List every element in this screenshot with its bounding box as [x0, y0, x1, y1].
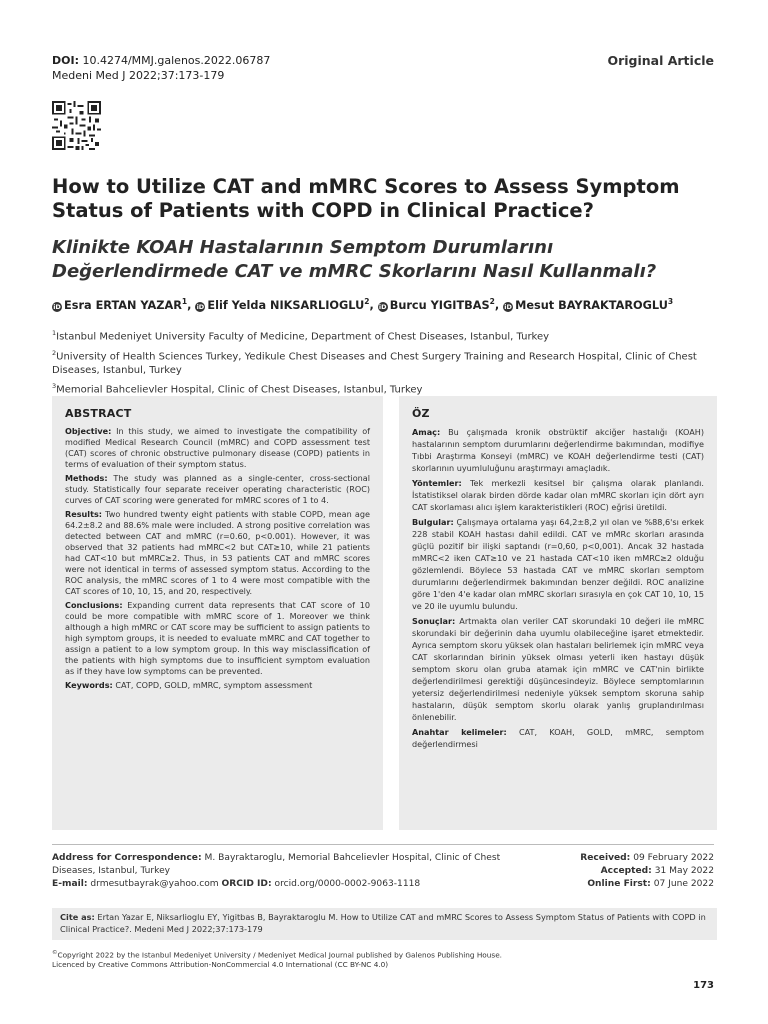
abstract-objective: Objective: In this study, we aimed to investigate the compatibility of modified Medical Research Council (mMRC) and COPD assessment test (CAT) scores of chronic obstructive pulmonary disease (COPD) patients in terms of evaluation of their symptom status.	[65, 426, 370, 469]
received-date: Received: 09 February 2022	[580, 853, 714, 863]
article-type: Original Article	[607, 53, 714, 68]
article-subtitle-turkish: Klinikte KOAH Hastalarının Semptom Durumlarını Değerlendirmede CAT ve mMRC Skorlarını Nasıl Kullanmalı?	[52, 237, 657, 282]
orcid-icon[interactable]: iD	[53, 302, 61, 311]
author-3: iD Burcu YIGITBAS$^2$,	[378, 297, 504, 312]
orcid-icon[interactable]: iD	[504, 302, 512, 311]
affiliation-2: $^2$University of Health Sciences Turkey, Yedikule Chest Diseases and Chest Surgery Training and Research Hospital, Clinic of Chest Diseases, Istanbul, Turkey	[52, 348, 697, 376]
correspondence	[52, 852, 502, 891]
oz-sonuclar: Sonuçlar: Artmakta olan veriler CAT skorundaki 10 değeri ile mMRC skorundaki bir değerinin daha uyumlu olabileceğine işaret etmektedir. Ayrıca semptom skoru yüksek olan hastaları belirlemek için mMRC veya CAT skorlarından birinin yüksek olması yeterli iken hastayı düşük semptom skoru olan gruba atamak için mMRC ve CAT'nin birlikte değerlendirilmesi gerektiği düşüncesindeyiz. Böylece semptomlarının yetersiz değerlendirilmesi nedeniyle yüksek semptom skoruna sahip hastaların, düşük semptom skorlu olarak yanlış gruplandırılması önlenebilir.	[412, 616, 704, 722]
accepted-date: Accepted: 31 May 2022	[600, 866, 714, 876]
correspondence-contact: E-mail: drmesutbayrak@yahoo.com ORCID ID: orcid.org/0000-0002-9063-1118	[52, 879, 421, 889]
article-dates	[474, 852, 714, 891]
abstract-conclusions: Conclusions: Expanding current data represents that CAT score of 10 could be more compatible with mMRC score of 1. Moreover we think although a high mMRC or CAT score may be sufficient to assign patients to high symptom groups, it is needed to evaluate mMRC and CAT together to assign a patient to a low symptom group. In this way misclassification of the patients with high symptoms due to insufficient symptom evaluation as if they have low symptoms can be prevented.	[65, 600, 370, 676]
page-number: 173	[693, 980, 714, 991]
affiliation-1: $^1$Istanbul Medeniyet University Faculty of Medicine, Department of Chest Diseases, Istanbul, Turkey	[52, 329, 550, 343]
doi-label: DOI:	[52, 54, 79, 67]
email-link[interactable]: drmesutbayrak@yahoo.com	[87, 879, 222, 889]
author-name: Elif Yelda NIKSARLIOGLU	[207, 298, 365, 312]
orcid-icon[interactable]: iD	[196, 302, 205, 311]
abstract-heading: ABSTRACT	[65, 407, 132, 420]
author-name: Esra ERTAN YAZAR	[64, 298, 182, 312]
affiliations	[52, 327, 714, 400]
oz-bulgular: Bulgular: Çalışmaya ortalama yaşı 64,2±8,2 yıl olan ve %88,6'sı erkek 228 stabil KOAH hastası dahil edildi. CAT ve mMRc skorları arasında güçlü pozitif bir ilişki saptandı (r=0,60, p<0,001). Ancak 32 hastada mMRC<2 iken CAT≥10 ve 21 hastada CAT<10 iken mMRC≥2 olduğu gözlemlendi. Böylece 53 hastada CAT ve mMRC skorları semptom durumlarını değerlendirmek bakımından benzer değildi. ROC analizine göre 1'den 4'e kadar olan mMRC skorları sırasıyla en çok CAT 10, 10, 15 ve 20 ile uyumlu bulundu.	[412, 517, 704, 611]
online-first-date: Online First: 07 June 2022	[587, 879, 714, 889]
abstract-keywords: Keywords: CAT, COPD, GOLD, mMRC, symptom assessment	[65, 680, 313, 690]
orcid-icon[interactable]: iD	[378, 302, 387, 311]
abstract-results: Results: Two hundred twenty eight patients with stable COPD, mean age 64.2±8.2 and 88.6% male were included. A strong positive correlation was detected between CAT and mMRC (r=0.60, p<0.001). However, it was observed that 32 patients had mMRC<2 but CAT≥10, while 21 patients had CAT<10 but mMRC≥2. Thus, in 53 patients CAT and mMRC scores were not identical in terms of assessed symptom status. According to the ROC analysis, the mMRC scores of 1 to 4 were most compatible with the CAT scores of 10, 10, 15, and 20, respectively.	[65, 509, 370, 596]
article-header	[52, 53, 714, 84]
oz-amac: Amaç: Bu çalışmada kronik obstrüktif akciğer hastalığı (KOAH) hastalarının semptom durumlarını değerlendirme bakımından, modifiye Tıbbi Araştırma Konseyi (mMRC) ve KOAH değerlendirme testi (CAT) skorlarının uyumluluğunu araştırmayı amaçladık.	[412, 427, 704, 473]
author-list	[52, 294, 722, 314]
qr-code-icon	[52, 101, 101, 150]
author-name: Burcu YIGITBAS	[389, 298, 490, 312]
article-title: How to Utilize CAT and mMRC Scores to Assess Symptom Status of Patients with COPD in Clinical Practice?	[52, 175, 680, 222]
cite-as-box: Cite as: Ertan Yazar E, Niksarlioglu EY, Yigitbas B, Bayraktaroglu M. How to Utilize CAT and mMRC Scores to Assess Symptom Status of Patients with COPD in Clinical Practice?. Medeni Med J 2022;37:173-179	[52, 908, 717, 940]
footer-divider	[52, 844, 714, 845]
license-line: Licenced by Creative Commons Attribution-NonCommercial 4.0 International (CC BY-NC 4.0)	[52, 960, 389, 970]
copyright-notice	[52, 948, 714, 970]
affiliation-3: $^3$Memorial Bahcelievler Hospital, Clinic of Chest Diseases, Istanbul, Turkey	[52, 382, 423, 396]
abstract-turkish	[399, 396, 717, 830]
author-name: Mesut BAYRAKTAROGLU	[515, 298, 668, 312]
abstract-english	[52, 396, 383, 830]
author-2: iD Elif Yelda NIKSARLIOGLU$^2$,	[196, 297, 378, 312]
copyright-line: ©Copyright 2022 by the Istanbul Medeniyet University / Medeniyet Medical Journal published by Galenos Publishing House.	[52, 950, 503, 960]
oz-anahtar-kelimeler: Anahtar kelimeler: CAT, KOAH, GOLD, mMRC, semptom değerlendirmesi	[412, 727, 704, 749]
oz-yontemler: Yöntemler: Tek merkezli kesitsel bir çalışma olarak planlandı. İstatistiksel olarak birden dörde kadar olan mMRC skorları için dört ayrı CAT skorlaması alıcı işlem karakteristikleri (ROC) eğrisi üretildi.	[412, 478, 704, 512]
abstract-methods: Methods: The study was planned as a single-center, cross-sectional study. Statistically four separate receiver operating characteristic (ROC) curves of CAT scoring were generated for mMRC scores of 1 to 4.	[65, 473, 370, 505]
orcid-link[interactable]: orcid.org/0000-0002-9063-1118	[271, 879, 421, 889]
oz-heading: ÖZ	[412, 407, 430, 420]
author-1: iD Esra ERTAN YAZAR$^1$,	[53, 297, 196, 312]
journal-citation: Medeni Med J 2022;37:173-179	[52, 69, 225, 82]
doi-value[interactable]: 10.4274/MMJ.galenos.2022.06787	[78, 54, 271, 67]
correspondence-address: Address for Correspondence: M. Bayraktaroglu, Memorial Bahcelievler Hospital, Clinic of Chest Diseases, Istanbul, Turkey	[52, 853, 501, 876]
author-4: iD Mesut BAYRAKTAROGLU$^3$	[504, 297, 674, 312]
